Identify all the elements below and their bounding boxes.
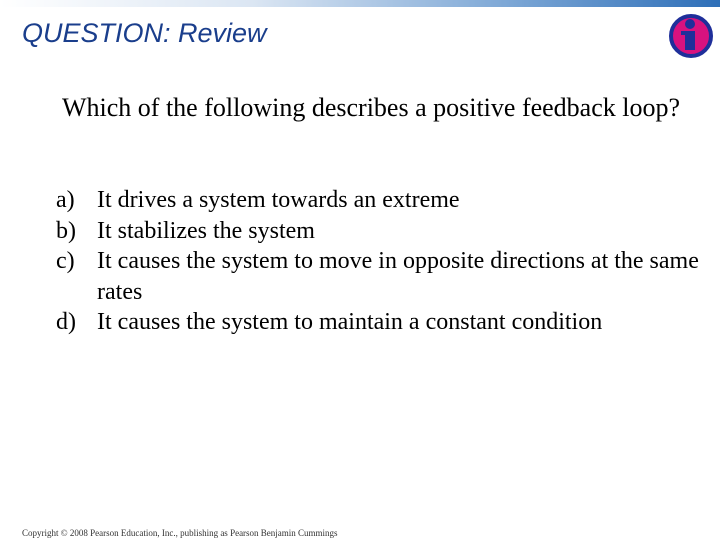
- option-a: [56, 185, 716, 216]
- top-accent-bar: [0, 0, 720, 7]
- answer-options: [56, 185, 716, 338]
- copyright-notice: Copyright © 2008 Pearson Education, Inc., publishing as Pearson Benjamin Cummings: [22, 528, 338, 538]
- slide-title: QUESTION: Review: [22, 18, 267, 48]
- option-letter: b): [56, 217, 76, 244]
- option-letter: d): [56, 309, 76, 335]
- option-text: It drives a system towards an extreme: [97, 187, 460, 213]
- interactive-question-icon: [668, 13, 714, 59]
- option-text: It causes the system to move in opposite directions at the same rates: [97, 248, 699, 305]
- option-letter: c): [56, 248, 75, 274]
- option-b: [56, 216, 716, 247]
- question-text: Which of the following describes a positive feedback loop?: [62, 93, 681, 122]
- option-c: [56, 246, 716, 307]
- option-d: [56, 307, 716, 338]
- option-letter: a): [56, 187, 75, 213]
- option-text: It causes the system to maintain a constant condition: [97, 309, 603, 335]
- option-text: It stabilizes the system: [97, 217, 315, 244]
